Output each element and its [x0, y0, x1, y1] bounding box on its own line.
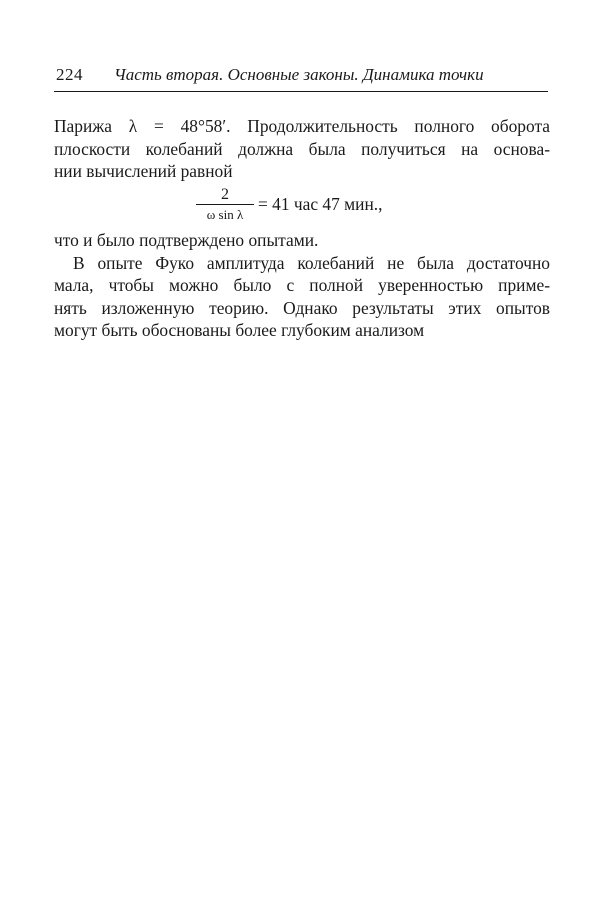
header-rule	[54, 91, 548, 92]
page-number: 224	[56, 65, 83, 84]
text-line: что и было подтверждено опытами.	[54, 230, 319, 250]
formula	[196, 184, 382, 224]
formula-numerator: 2	[221, 185, 229, 203]
running-head	[54, 63, 548, 87]
text-line: нять изложенную теорию. Однако результаты этих опытов	[54, 297, 550, 318]
paragraph-2	[54, 229, 550, 342]
running-head-title: Часть вторая. Основные законы. Динамика точки	[114, 65, 484, 84]
text-line: В опыте Фуко амплитуда колебаний не была достаточно	[73, 252, 550, 273]
formula-result: = 41 час 47 мин.,	[258, 193, 383, 214]
text-line: плоскости колебаний должна была получиться на основа-	[54, 138, 550, 159]
text-line: мала, чтобы можно было с полной уверенностью приме-	[54, 275, 550, 295]
paragraph-1	[54, 115, 550, 183]
formula-denominator: ω sin λ	[206, 206, 244, 222]
text-line: могут быть обоснованы более глубоким анализом	[54, 320, 425, 340]
formula-fraction	[196, 186, 254, 223]
text-line: нии вычислений равной	[54, 161, 233, 181]
text-line: Парижа λ = 48°58′. Продолжительность полного оборота	[54, 116, 550, 136]
